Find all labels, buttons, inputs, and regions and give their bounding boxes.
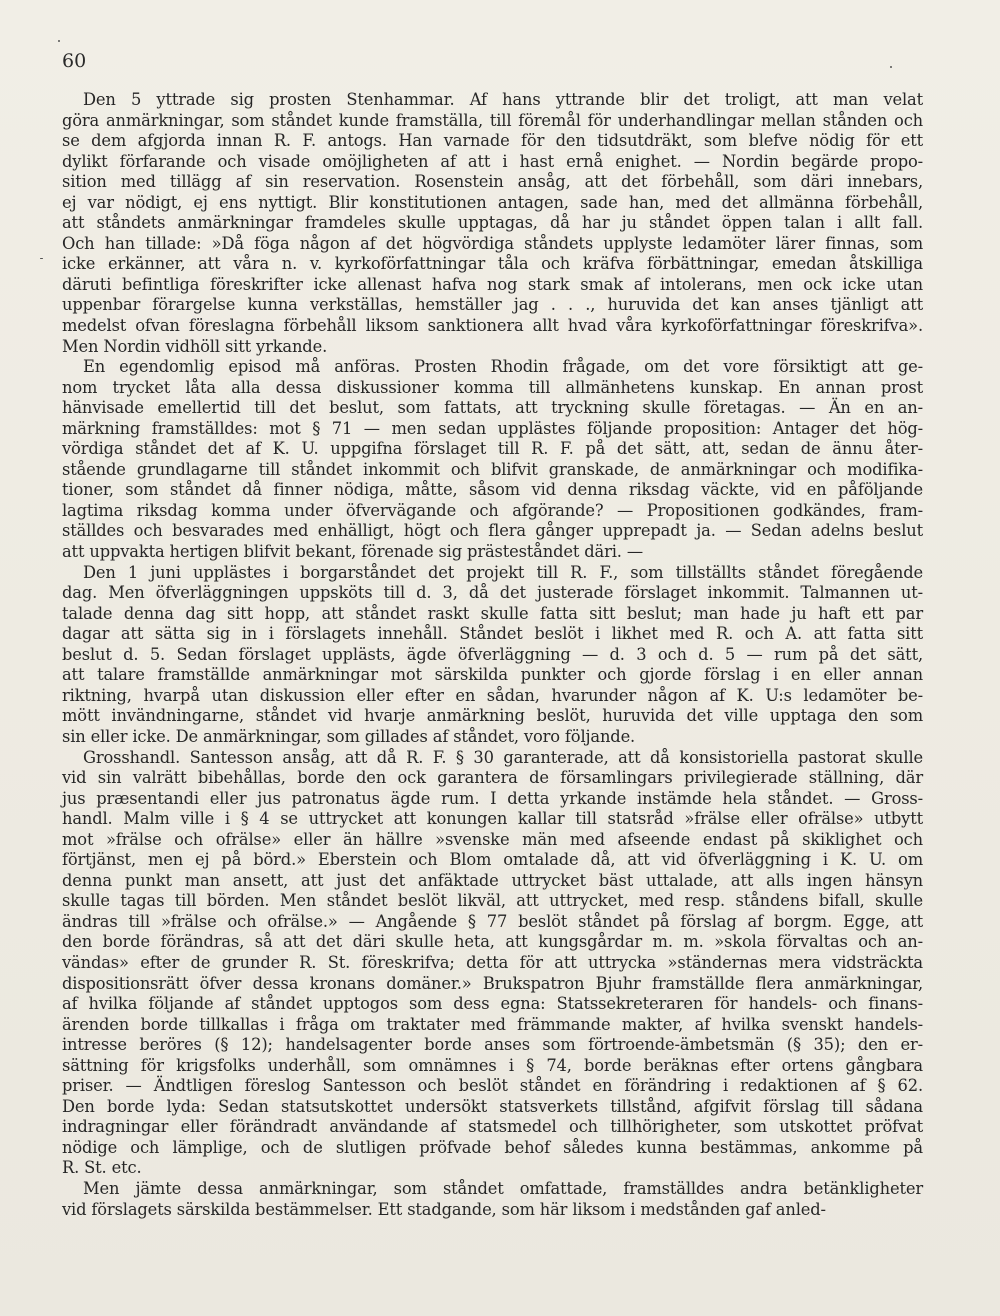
text-line: sin eller icke. De anmärkningar, som gillades af ståndet, voro följande.	[62, 726, 636, 746]
text-line: ändras till »frälse och ofrälse.» — Angående § 77 beslöt ståndet på förslag af borgm. Egge, att	[62, 911, 923, 931]
text-line: förtjänst, men ej på börd.» Eberstein och Blom omtalade då, att vid öfverläggning i K. U. om	[62, 850, 923, 870]
text-line: dag. Men öfverläggningen uppsköts till d. 3, då det justerade förslaget inkommit. Talmannen ut-	[62, 583, 923, 603]
text-line: att talare framställde anmärkningar mot särskilda punkter och gjorde förslag i en eller annan	[62, 665, 923, 685]
paper-speck	[890, 66, 892, 68]
paragraph	[62, 1179, 923, 1220]
text-line: beslut d. 5. Sedan förslaget upplästs, ägde öfverläggning — d. 3 och d. 5 — rum på det sätt,	[62, 644, 923, 664]
text-line: medelst ofvan föreslagna förbehåll liksom sanktionera allt hvad våra kyrkoförfattningar föreskrifva».	[62, 316, 923, 336]
paragraph	[62, 90, 923, 357]
text-line: nom trycket låta alla dessa diskussioner komma till allmänhetens kunskap. En annan prost	[62, 377, 923, 397]
text-line: göra anmärkningar, som ståndet kunde framställa, till föremål för underhandlingar mellan stånden och	[62, 110, 923, 130]
text-line: ärenden borde tillkallas i fråga om traktater med främmande makter, af hvilka svenskt handels-	[62, 1014, 923, 1034]
text-line: Den 5 yttrade sig prosten Stenhammar. Af hans yttrande blir det troligt, att man velat	[83, 90, 923, 109]
text-line: ställdes och besvarades med enhälligt, högt och flera gånger upprepadt ja. — Sedan adelns beslut	[62, 521, 923, 541]
text-line: talade denna dag sitt hopp, att ståndet raskt skulle fatta sitt beslut; man hade ju haft ett par	[62, 603, 923, 623]
text-line: vändas» efter de grunder R. St. föreskrifva; detta för att uttrycka »ständernas mera vidsträckta	[62, 952, 923, 972]
text-line: ej var nödigt, ej ens nyttigt. Blir konstitutionen antagen, sade han, med det allmänna förbehåll,	[62, 192, 923, 212]
text-line: märkning framställdes: mot § 71 — men sedan upplästes följande proposition: Antager det hög-	[62, 418, 923, 438]
text-line: jus præsentandi eller jus patronatus ägde rum. I detta yrkande instämde hela ståndet. — Gross-	[62, 788, 923, 808]
text-line: hänvisade emellertid till det beslut, som fattats, att tryckning skulle företagas. — Än en an-	[62, 398, 923, 418]
text-line: skulle tagas till börden. Men ståndet beslöt likväl, att uttrycket, med resp. ståndens bifall, skulle	[62, 891, 923, 911]
text-line: R. St. etc.	[62, 1158, 142, 1178]
text-line: nödige och lämplige, och de slutligen pröfvade behof således kunna bestämmas, ankomme på	[62, 1137, 923, 1157]
text-line: däruti befintliga föreskrifter icke allenast hafva nog stark smak af intolerans, men ock icke utan	[62, 274, 923, 294]
page-number: 60	[62, 50, 87, 72]
text-line: Grosshandl. Santesson ansåg, att då R. F. § 30 garanterade, att då konsistoriella pastorat skulle	[83, 747, 923, 767]
paper-speck	[58, 40, 60, 42]
text-line: vid förslagets särskilda bestämmelser. Ett stadgande, som här liksom i medstånden gaf anled-	[62, 1199, 826, 1219]
text-line: vid sin valrätt bibehållas, borde den ock garantera de församlingars privilegierade ställning, där	[62, 768, 923, 788]
paper-speck	[40, 258, 43, 259]
text-line: denna punkt man ansett, att just det anfäktade uttrycket bäst uttalade, att alls ingen hänsyn	[62, 870, 923, 890]
text-line: att uppvakta hertigen blifvit bekant, förenade sig prästeståndet däri. —	[62, 542, 643, 562]
text-line: sition med tillägg af sin reservation. Rosenstein ansåg, att det förbehåll, som däri innebars,	[62, 172, 923, 192]
text-line: sättning för krigsfolks underhåll, som omnämnes i § 74, borde beräknas efter ortens gångbara	[62, 1055, 923, 1075]
text-line: priser. — Ändtligen föreslog Santesson och beslöt ståndet en förändring i redaktionen af § 62.	[62, 1076, 923, 1096]
text-line: icke erkänner, att våra n. v. kyrkoförfattningar tåla och kräfva förbättningar, emedan åtskilliga	[62, 254, 923, 274]
text-line: vördiga ståndet det af K. U. uppgifna förslaget till R. F. på det sätt, att, sedan de ännu åter-	[62, 439, 923, 459]
text-line: dagar att sätta sig in i förslagets innehåll. Ståndet beslöt i likhet med R. och A. att fatta sitt	[62, 624, 923, 644]
text-line: riktning, hvarpå utan diskussion eller efter en sådan, hvarunder någon af K. U:s ledamöter be-	[62, 685, 923, 705]
text-line: stående grundlagarne till ståndet inkommit och blifvit granskade, de anmärkningar och modifika-	[62, 459, 923, 479]
text-line: En egendomlig episod må anföras. Prosten Rhodin frågade, om det vore försiktigt att ge-	[83, 357, 923, 377]
text-line: handl. Malm ville i § 4 se uttrycket att konungen kallar till statsråd »frälse eller ofrälse» utbytt	[62, 809, 923, 829]
text-line: Och han tillade: »Då föga någon af det högvördiga ståndets upplyste ledamöter lärer finnas, som	[62, 233, 923, 253]
text-line: Men jämte dessa anmärkningar, som ståndet omfattade, framställdes andra betänkligheter	[83, 1178, 923, 1198]
paragraph	[62, 563, 923, 748]
paragraph	[62, 748, 923, 1179]
paragraph	[62, 357, 923, 562]
text-line: se dem afgjorda innan R. F. antogs. Han varnade för den tidsutdräkt, som blefve nödig för ett	[62, 131, 923, 151]
body-text	[62, 90, 923, 1220]
text-line: mött invändningarne, ståndet vid hvarje anmärkning beslöt, huruvida det ville upptaga den som	[62, 706, 923, 726]
text-line: mot »frälse och ofrälse» eller än hällre »svenske män med afseende endast på skiklighet och	[62, 829, 923, 849]
text-line: Den 1 juni upplästes i borgarståndet det projekt till R. F., som tillställts ståndet föregående	[83, 562, 923, 582]
text-line: uppenbar förargelse kunna verkställas, hemställer jag . . ., huruvida det kan anses tjänligt att	[62, 295, 923, 315]
text-line: dylikt förfarande och visade omöjligheten af att i hast ernå enighet. — Nordin begärde propo-	[62, 151, 923, 171]
text-line: indragningar eller förändradt användande af statsmedel och tillhörigheter, som utskottet pröfvat	[62, 1117, 923, 1137]
text-line: tioner, som ståndet då finner nödiga, måtte, såsom vid denna riksdag väckte, vid en påföljande	[62, 480, 923, 500]
text-line: dispositionsrätt öfver dessa kronans domäner.» Brukspatron Bjuhr framställde flera anmärkningar,	[62, 973, 923, 993]
text-line: Den borde lyda: Sedan statsutskottet undersökt statsverkets tillstånd, afgifvit förslag till sådana	[62, 1096, 923, 1116]
text-line: Men Nordin vidhöll sitt yrkande.	[62, 336, 328, 356]
text-line: lagtima riksdag komma under öfvervägande och afgörande? — Propositionen godkändes, fram-	[62, 500, 923, 520]
text-line: intresse beröres (§ 12); handelsagenter borde anses som förtroende-ämbetsmän (§ 35); den er-	[62, 1035, 923, 1055]
text-line: den borde förändras, så att det däri skulle heta, att kungsgårdar m. m. »skola förvaltas och an-	[62, 932, 923, 952]
text-line: af hvilka följande af ståndet upptogos som dess egna: Statssekreteraren för handels- och finans-	[62, 994, 923, 1014]
text-line: att ståndets anmärkningar framdeles skulle upptagas, då har ju ståndet öppen talan i allt fall.	[62, 213, 923, 233]
